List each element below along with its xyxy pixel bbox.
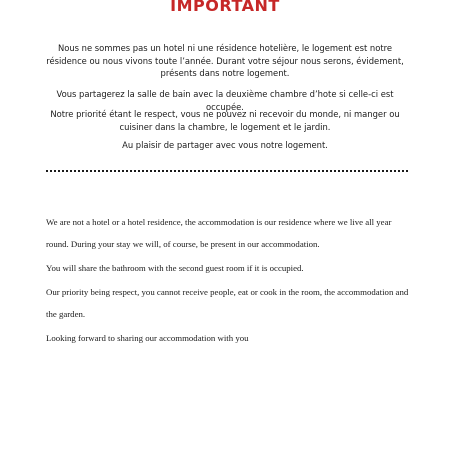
french-paragraph-residence: Nous ne sommes pas un hotel ni une résidence hotelière, le logement est notre résidence ou nous vivons toute l’année. Durant votre séjour nous serons, évidement, présents dans notre logement. bbox=[46, 43, 404, 78]
dotted-divider bbox=[46, 170, 408, 172]
english-paragraph-residence: We are not a hotel or a hotel residence, the accommodation is our residence where we live all year round. During your stay we will, of course, be present in our accommodation. bbox=[46, 217, 392, 249]
french-paragraph-bathroom: Vous partagerez la salle de bain avec la deuxième chambre d’hote si celle-ci est occupée. bbox=[56, 89, 394, 112]
french-paragraph-closing: Au plaisir de partager avec vous notre logement. bbox=[122, 140, 328, 150]
document-title: IMPORTANT bbox=[170, 0, 280, 15]
english-paragraph-closing: Looking forward to sharing our accommodation with you bbox=[46, 333, 249, 343]
english-paragraph-bathroom: You will share the bathroom with the second guest room if it is occupied. bbox=[46, 263, 304, 273]
english-paragraph-respect: Our priority being respect, you cannot receive people, eat or cook in the room, the accommodation and the garden. bbox=[46, 287, 409, 319]
french-paragraph-respect: Notre priorité étant le respect, vous ne pouvez ni recevoir du monde, ni manger ou cuisiner dans la chambre, le logement et le jardin. bbox=[50, 109, 400, 132]
